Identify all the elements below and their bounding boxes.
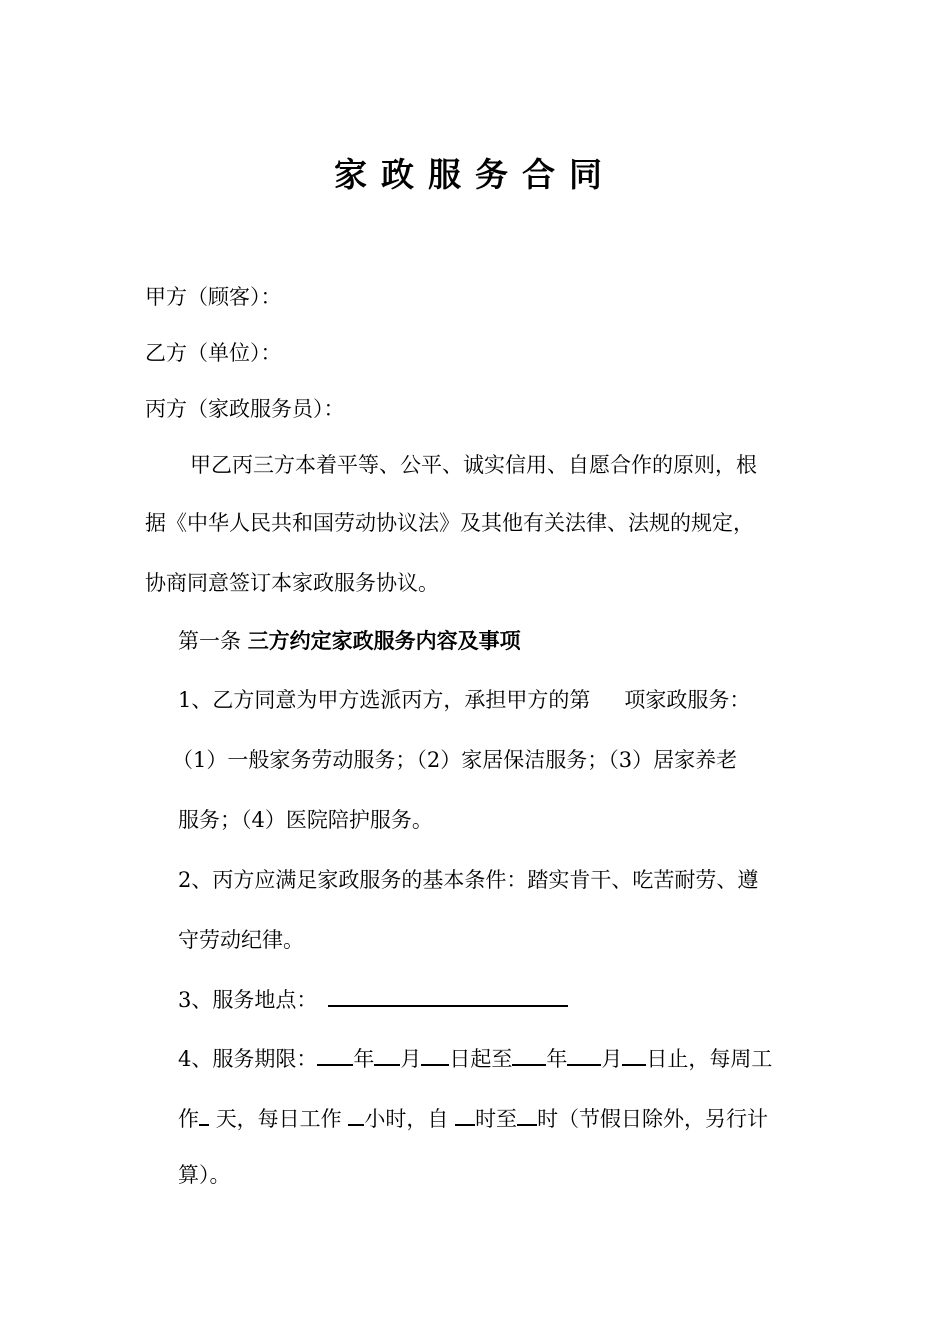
party-b-line: 乙方（单位）： — [145, 341, 282, 365]
article-1-title: 三方约定家政服务内容及事项 — [247, 628, 521, 653]
end-hour-label: 时（节假日除外，另行计 — [537, 1107, 769, 1131]
end-month-label: 月 — [601, 1047, 623, 1071]
item-1-text-a: 1、乙方同意为甲方选派丙方，承担甲方的第 — [178, 688, 591, 712]
end-day-blank[interactable] — [622, 1042, 646, 1066]
start-year-label: 年 — [353, 1047, 375, 1071]
item-2-line-2: 守劳动纪律。 — [178, 928, 304, 952]
article-1-heading — [178, 626, 521, 656]
item-1-line-2: （1）一般家务劳动服务；（2）家居保洁服务；（3）居家养老 — [172, 748, 738, 772]
item-3-label: 3、服务地点： — [178, 988, 318, 1012]
hours-label: 小时，自 — [364, 1107, 449, 1131]
start-day-blank[interactable] — [421, 1042, 449, 1066]
document-title: 家政服务合同 — [334, 155, 616, 194]
end-year-blank[interactable] — [512, 1042, 546, 1066]
preamble-line-1: 甲乙丙三方本着平等、公平、诚实信用、自愿合作的原则，根 — [190, 453, 757, 477]
item-4-line-1 — [178, 1042, 772, 1074]
end-year-label: 年 — [546, 1047, 568, 1071]
start-hour-blank[interactable] — [455, 1102, 475, 1126]
item-1-text-b: 项家政服务： — [624, 688, 751, 712]
item-4-line-3: 算）。 — [178, 1163, 231, 1187]
item-1-line-1 — [178, 685, 750, 715]
days-label: 天，每日工作 — [215, 1107, 342, 1131]
start-day-label: 日起至 — [449, 1047, 513, 1071]
item-1-line-3: 服务；（4）医院陪护服务。 — [178, 808, 433, 832]
start-year-blank[interactable] — [317, 1042, 353, 1066]
start-month-label: 月 — [400, 1047, 422, 1071]
end-month-blank[interactable] — [567, 1042, 601, 1066]
party-c-line: 丙方（家政服务员）： — [145, 397, 345, 421]
hours-per-day-blank[interactable] — [348, 1102, 364, 1126]
item-2-line-1: 2、丙方应满足家政服务的基本条件：踏实肯干、吃苦耐劳、遵 — [178, 868, 759, 892]
start-hour-label: 时至 — [475, 1107, 518, 1131]
service-location-blank[interactable] — [328, 983, 568, 1007]
party-a-line: 甲方（顾客）： — [145, 285, 282, 309]
preamble-line-2: 据《中华人民共和国劳动协议法》及其他有关法律、法规的规定， — [145, 511, 754, 535]
item-4-line-2 — [178, 1102, 768, 1134]
days-per-week-blank[interactable] — [199, 1102, 209, 1126]
end-hour-blank[interactable] — [517, 1102, 537, 1126]
start-month-blank[interactable] — [374, 1042, 400, 1066]
item-4-label: 4、服务期限： — [178, 1047, 318, 1071]
preamble-line-3: 协商同意签订本家政服务协议。 — [145, 571, 439, 595]
end-day-label: 日止，每周工 — [646, 1047, 773, 1071]
item-3-line — [178, 983, 568, 1015]
work-label: 作 — [178, 1107, 199, 1131]
article-1-prefix: 第一条 — [178, 629, 241, 653]
